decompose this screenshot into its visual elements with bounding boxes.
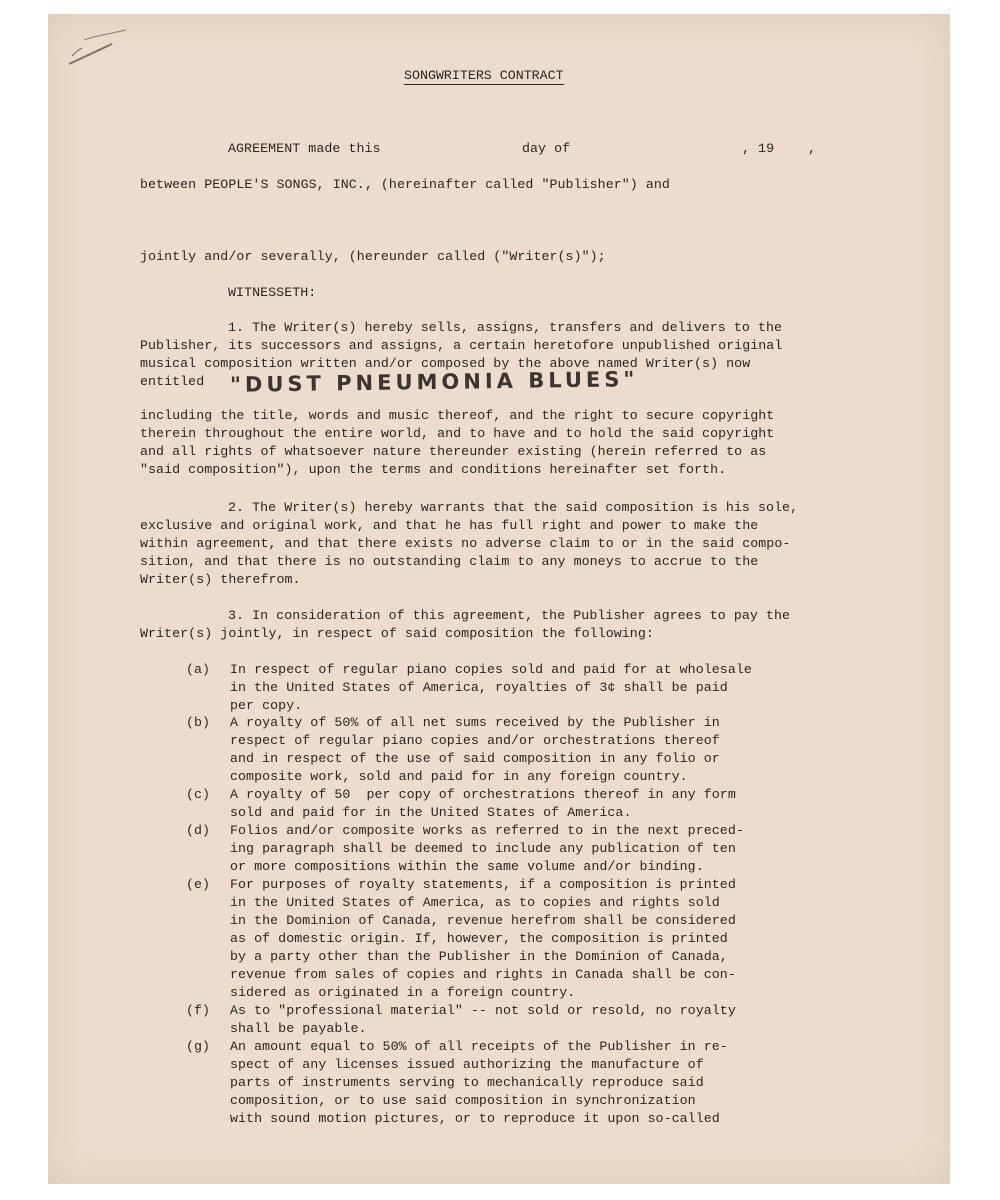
item-line: Folios and/or composite works as referred to in the next preced- — [230, 823, 744, 838]
item-line: and in respect of the use of said composition in any folio or — [230, 751, 720, 766]
agreement-day-of: day of — [522, 141, 571, 156]
p1-line: including the title, words and music thereof, and the right to secure copyright — [140, 408, 775, 423]
p3-line: Writer(s) jointly, in respect of said composition the following: — [140, 626, 654, 641]
item-line: For purposes of royalty statements, if a composition is printed — [230, 877, 736, 892]
p1-line: and all rights of whatsoever nature thereunder existing (herein referred to as — [140, 444, 767, 459]
item-label: (c) — [186, 787, 211, 802]
p2-line: 2. The Writer(s) hereby warrants that the said composition is his sole, — [228, 500, 799, 515]
p2-line: Writer(s) therefrom. — [140, 572, 301, 587]
item-line: with sound motion pictures, or to reproduce it upon so-called — [230, 1111, 720, 1126]
item-label: (d) — [186, 823, 211, 838]
p2-line: sition, and that there is no outstanding claim to any moneys to accrue to the — [140, 554, 759, 569]
contract-page — [48, 14, 950, 1184]
item-line: per copy. — [230, 698, 303, 713]
p3-line: 3. In consideration of this agreement, the Publisher agrees to pay the — [228, 608, 791, 623]
p1-line: Publisher, its successors and assigns, a certain heretofore unpublished original — [140, 338, 783, 353]
item-line: In respect of regular piano copies sold and paid for at wholesale — [230, 662, 752, 677]
item-line: as of domestic origin. If, however, the composition is printed — [230, 931, 728, 946]
p1-line: musical composition written and/or composed by the above named Writer(s) now — [140, 356, 751, 371]
jointly-line: jointly and/or severally, (hereunder called ("Writer(s)"); — [140, 249, 606, 264]
p1-line: entitled — [140, 374, 205, 389]
item-line: parts of instruments serving to mechanically reproduce said — [230, 1075, 704, 1090]
item-line: in the Dominion of Canada, revenue herefrom shall be considered — [230, 913, 736, 928]
item-label: (b) — [186, 715, 211, 730]
item-line: A royalty of 50% of all net sums received by the Publisher in — [230, 715, 720, 730]
between-line: between PEOPLE'S SONGS, INC., (hereinafter called "Publisher") and — [140, 177, 670, 192]
item-line: A royalty of 50 per copy of orchestrations thereof in any form — [230, 787, 736, 802]
item-label: (a) — [186, 662, 211, 677]
agreement-made-this: AGREEMENT made this — [228, 141, 381, 156]
item-line: sidered as originated in a foreign country. — [230, 985, 576, 1000]
p1-line: therein throughout the entire world, and to have and to hold the said copyright — [140, 426, 775, 441]
item-label: (g) — [186, 1039, 211, 1054]
item-line: An amount equal to 50% of all receipts of the Publisher in re- — [230, 1039, 728, 1054]
item-line: in the United States of America, as to copies and rights sold — [230, 895, 720, 910]
item-line: revenue from sales of copies and rights in Canada shall be con- — [230, 967, 736, 982]
agreement-comma: , — [808, 141, 817, 156]
document-title: SONGWRITERS CONTRACT — [404, 68, 564, 83]
item-line: sold and paid for in the United States of America. — [230, 805, 632, 820]
item-line: composite work, sold and paid for in any foreign country. — [230, 769, 688, 784]
witnesseth-heading: WITNESSETH: — [228, 285, 317, 300]
item-line: ing paragraph shall be deemed to include any publication of ten — [230, 841, 736, 856]
item-line: As to "professional material" -- not sold or resold, no royalty — [230, 1003, 736, 1018]
pencil-mark-icon — [64, 26, 134, 71]
item-line: by a party other than the Publisher in the Dominion of Canada, — [230, 949, 728, 964]
p1-line: 1. The Writer(s) hereby sells, assigns, transfers and delivers to the — [228, 320, 783, 335]
item-label: (f) — [186, 1003, 211, 1018]
p1-line: "said composition"), upon the terms and conditions hereinafter set forth. — [140, 462, 727, 477]
item-line: composition, or to use said composition in synchronization — [230, 1093, 696, 1108]
p2-line: within agreement, and that there exists no adverse claim to or in the said compo- — [140, 536, 791, 551]
item-label: (e) — [186, 877, 211, 892]
item-line: spect of any licenses issued authorizing the manufacture of — [230, 1057, 704, 1072]
agreement-year: , 19 — [742, 141, 775, 156]
handwritten-song-title: "DUST PNEUMONIA BLUES" — [229, 367, 639, 397]
p2-line: exclusive and original work, and that he has full right and power to make the — [140, 518, 759, 533]
item-line: in the United States of America, royalties of 3¢ shall be paid — [230, 680, 728, 695]
item-line: shall be payable. — [230, 1021, 367, 1036]
item-line: respect of regular piano copies and/or orchestrations thereof — [230, 733, 720, 748]
item-line: or more compositions within the same volume and/or binding. — [230, 859, 704, 874]
